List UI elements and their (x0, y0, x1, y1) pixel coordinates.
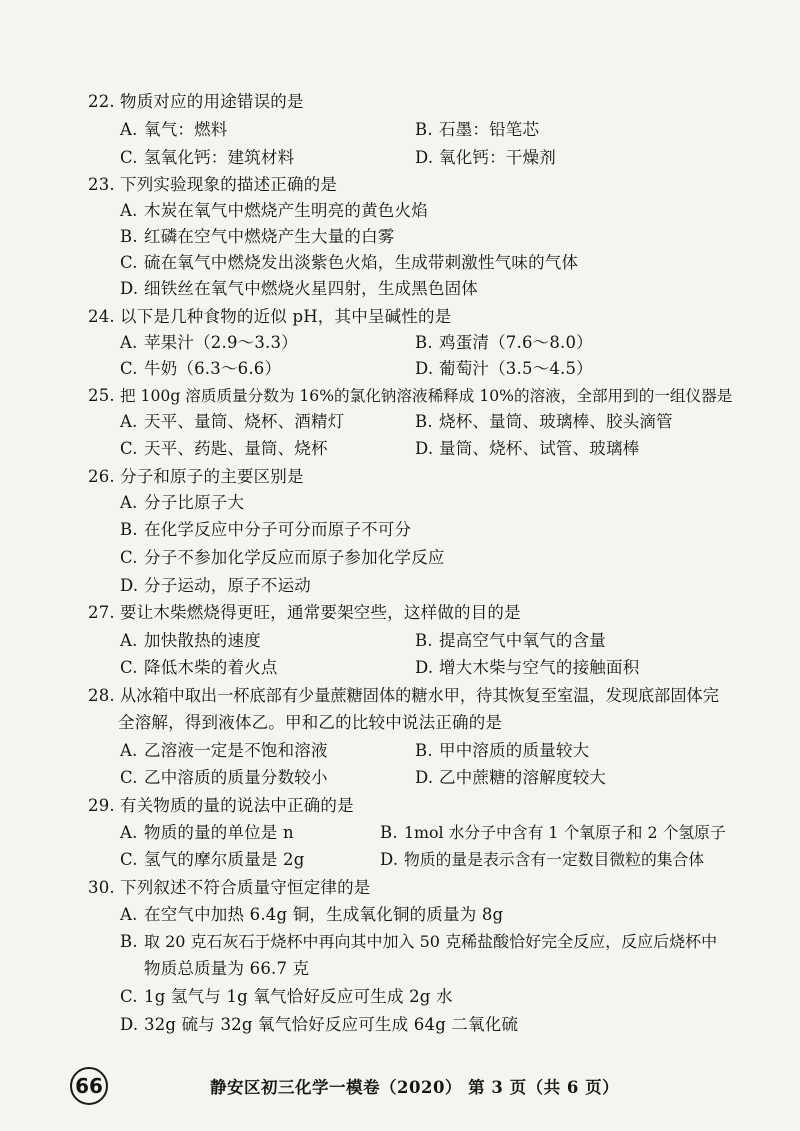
option-text: 加快散热的速度 (144, 631, 261, 650)
option-letter: A. (120, 201, 138, 220)
option-letter: B. (415, 333, 433, 352)
question-text: 下列叙述不符合质量守恒定律的是 (120, 878, 371, 897)
option-c (120, 850, 305, 870)
option-b (120, 227, 395, 247)
option-text: 石墨：铅笔芯 (439, 120, 540, 139)
question-number: 23. (88, 175, 115, 194)
option-letter: C. (120, 768, 138, 787)
footer-text: 静安区初三化学一模卷（2020） 第 3 页（共 6 页） (210, 1078, 620, 1097)
option-a (120, 120, 228, 140)
question-text: 下列实验现象的描述正确的是 (120, 175, 338, 194)
option-b (120, 932, 717, 952)
option-letter: B. (415, 412, 433, 431)
question-stem (88, 386, 732, 406)
option-letter: C. (120, 850, 138, 869)
option-letter: A. (120, 823, 138, 842)
option-text: 取 20 克石灰石于烧杯中再向其中加入 50 克稀盐酸恰好完全反应，反应后烧杯中 (144, 932, 718, 951)
option-c (120, 768, 328, 788)
option-text: 木炭在氧气中燃烧产生明亮的黄色火焰 (144, 201, 428, 220)
option-text: 苹果汁（2.9～3.3） (144, 333, 298, 352)
option-letter: D. (120, 279, 139, 298)
option-letter: C. (120, 658, 138, 677)
option-text: 乙中蔗糖的溶解度较大 (439, 768, 606, 787)
option-letter: D. (380, 850, 399, 869)
question-number: 30. (88, 878, 115, 897)
question-stem (88, 686, 719, 706)
option-letter: D. (415, 439, 434, 458)
question-text: 要让木柴燃烧得更旺，通常要架空些，这样做的目的是 (120, 603, 521, 622)
option-letter: A. (120, 741, 138, 760)
option-letter: C. (120, 987, 138, 1006)
option-text: 分子运动，原子不运动 (144, 576, 311, 595)
option-letter: A. (120, 120, 138, 139)
option-b (120, 520, 411, 540)
question-text: 有关物质的量的说法中正确的是 (120, 796, 354, 815)
option-letter: C. (120, 548, 138, 567)
question-stem (88, 175, 337, 195)
option-letter: C. (120, 359, 138, 378)
option-text: 氧气：燃料 (144, 120, 228, 139)
option-b (415, 120, 539, 140)
question-stem (88, 796, 354, 816)
option-text: 氢氧化钙：建筑材料 (144, 148, 295, 167)
option-letter: B. (380, 823, 398, 842)
option-text: 氧化钙：干燥剂 (439, 148, 556, 167)
option-letter: D. (415, 148, 434, 167)
option-a (120, 493, 244, 513)
option-letter: A. (120, 631, 138, 650)
option-a (120, 412, 344, 432)
option-letter: B. (120, 932, 138, 951)
option-text: 提高空气中氧气的含量 (439, 631, 606, 650)
question-number: 22. (88, 92, 115, 111)
option-c (120, 658, 278, 678)
option-text: 分子比原子大 (144, 493, 245, 512)
option-text: 硫在氧气中燃烧发出淡紫色火焰，生成带刺激性气味的气体 (144, 253, 579, 272)
option-text: 天平、量筒、烧杯、酒精灯 (144, 412, 345, 431)
option-letter: D. (120, 1015, 139, 1034)
option-text: 量筒、烧杯、试管、玻璃棒 (439, 439, 640, 458)
option-b-continued: 物质总质量为 66.7 克 (144, 959, 310, 978)
option-text: 氢气的摩尔质量是 2g (144, 850, 305, 869)
option-d (415, 439, 639, 459)
question-number: 27. (88, 603, 115, 622)
page-number-badge: 66 (70, 1067, 108, 1105)
option-text: 乙溶液一定是不饱和溶液 (144, 741, 328, 760)
option-text: 分子不参加化学反应而原子参加化学反应 (144, 548, 445, 567)
option-d (415, 768, 606, 788)
option-d (120, 1015, 518, 1035)
option-letter: B. (120, 520, 138, 539)
option-letter: C. (120, 439, 138, 458)
option-text: 牛奶（6.3～6.6） (144, 359, 282, 378)
question-number: 24. (88, 307, 115, 326)
option-d (415, 658, 639, 678)
option-text: 甲中溶质的质量较大 (439, 741, 590, 760)
option-text: 红磷在空气中燃烧产生大量的白雾 (144, 227, 395, 246)
option-text: 细铁丝在氧气中燃烧火星四射，生成黑色固体 (144, 279, 478, 298)
option-text: 天平、药匙、量筒、烧杯 (144, 439, 328, 458)
option-letter: D. (415, 359, 434, 378)
option-letter: A. (120, 412, 138, 431)
option-text: 物质的量的单位是 n (144, 823, 294, 842)
option-text: 乙中溶质的质量分数较小 (144, 768, 328, 787)
option-b (415, 333, 593, 353)
question-number: 26. (88, 467, 115, 486)
option-c (120, 439, 328, 459)
option-letter: B. (415, 120, 433, 139)
question-text: 从冰箱中取出一杯底部有少量蔗糖固体的糖水甲，待其恢复至室温，发现底部固体完 (120, 686, 719, 705)
question-text: 以下是几种食物的近似 pH，其中呈碱性的是 (120, 307, 452, 326)
option-letter: C. (120, 148, 138, 167)
option-a (120, 741, 328, 761)
option-c (120, 548, 445, 568)
option-d (120, 279, 478, 299)
option-letter: A. (120, 493, 138, 512)
option-text: 物质的量是表示含有一定数目微粒的集合体 (404, 850, 705, 869)
option-text: 在化学反应中分子可分而原子不可分 (144, 520, 412, 539)
option-text: 1g 氢气与 1g 氧气恰好反应可生成 2g 水 (144, 987, 453, 1006)
option-a (120, 333, 298, 353)
question-text-continued: 全溶解，得到液体乙。甲和乙的比较中说法正确的是 (118, 713, 503, 732)
option-c (120, 253, 578, 273)
question-stem (88, 307, 451, 327)
option-letter: B. (415, 631, 433, 650)
option-letter: D. (415, 658, 434, 677)
option-c (120, 987, 453, 1007)
option-text: 鸡蛋清（7.6～8.0） (439, 333, 593, 352)
question-stem (88, 92, 304, 112)
question-stem (88, 603, 521, 623)
question-number: 25. (88, 386, 115, 405)
option-c (120, 148, 294, 168)
option-text: 增大木柴与空气的接触面积 (439, 658, 640, 677)
option-letter: C. (120, 253, 138, 272)
question-number: 29. (88, 796, 115, 815)
option-d (415, 359, 593, 379)
question-number: 28. (88, 686, 115, 705)
option-b (415, 631, 606, 651)
option-letter: B. (120, 227, 138, 246)
option-text: 降低木柴的着火点 (144, 658, 278, 677)
option-b (415, 412, 673, 432)
option-text: 1mol 水分子中含有 1 个氧原子和 2 个氢原子 (404, 823, 726, 842)
option-d (415, 148, 556, 168)
option-a (120, 823, 294, 843)
question-text: 把 100g 溶质质量分数为 16%的氯化钠溶液稀释成 10%的溶液，全部用到的一组仪器是 (120, 387, 733, 405)
question-text: 物质对应的用途错误的是 (120, 92, 304, 111)
option-text: 32g 硫与 32g 氧气恰好反应可生成 64g 二氧化硫 (144, 1015, 519, 1034)
option-letter: D. (120, 576, 139, 595)
option-letter: A. (120, 333, 138, 352)
question-text: 分子和原子的主要区别是 (120, 467, 304, 486)
option-text: 在空气中加热 6.4g 铜，生成氧化铜的质量为 8g (144, 905, 504, 924)
option-a (120, 631, 261, 651)
question-stem (88, 467, 304, 487)
option-letter: B. (415, 741, 433, 760)
option-letter: D. (415, 768, 434, 787)
option-a (120, 201, 428, 221)
option-letter: A. (120, 905, 138, 924)
option-d (380, 850, 704, 870)
option-a (120, 905, 503, 925)
question-stem (88, 878, 371, 898)
option-d (120, 576, 311, 596)
option-text: 烧杯、量筒、玻璃棒、胶头滴管 (439, 412, 673, 431)
option-b (380, 823, 726, 843)
option-b (415, 741, 589, 761)
option-c (120, 359, 281, 379)
option-text: 葡萄汁（3.5～4.5） (439, 359, 593, 378)
